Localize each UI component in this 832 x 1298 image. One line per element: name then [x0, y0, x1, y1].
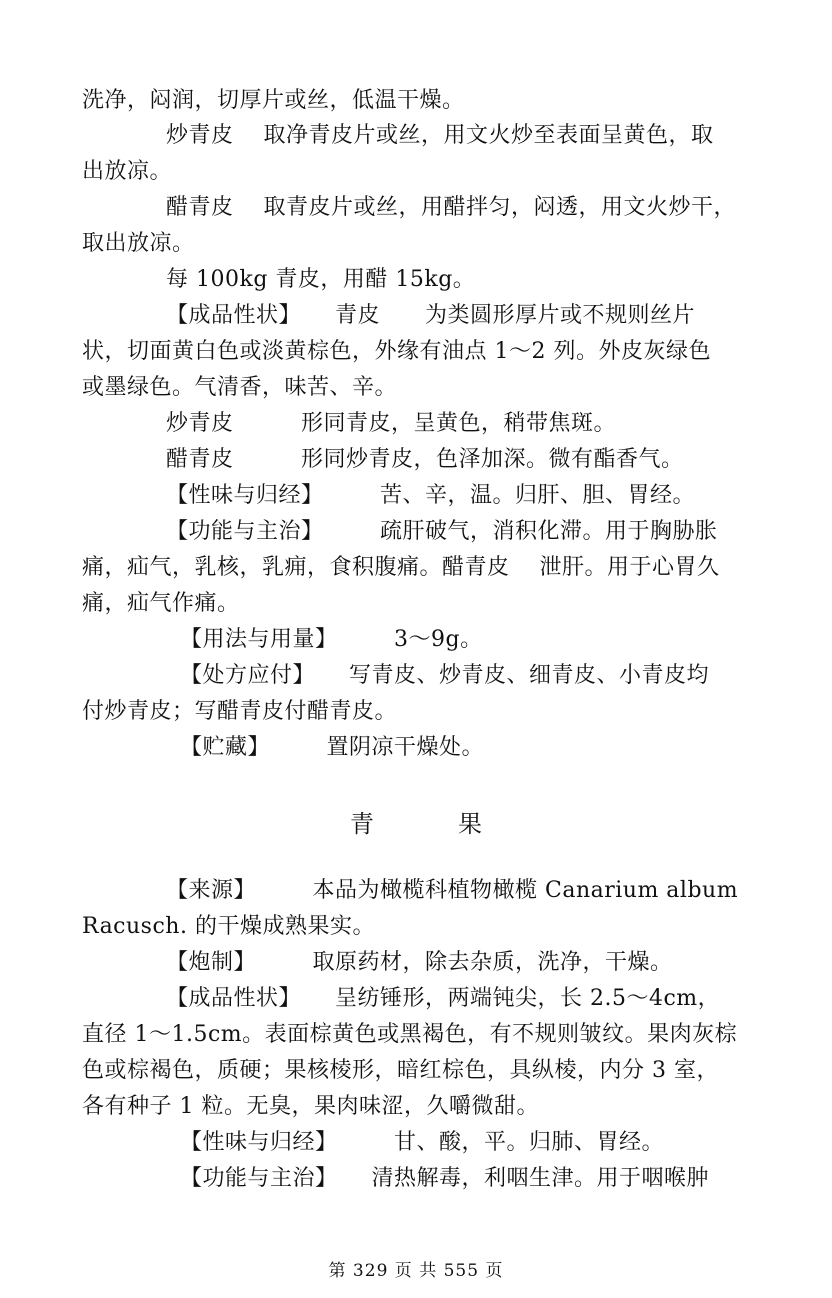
text-line: 直径 1～1.5cm。表面棕黄色或黑褐色，有不规则皱纹。果肉灰棕 [82, 1022, 738, 1047]
text-line: 状，切面黄白色或淡黄棕色，外缘有油点 1～2 列。外皮灰绿色 [82, 339, 711, 364]
text-line: 或墨绿色。气清香，味苦、辛。 [82, 375, 398, 400]
text-line: 痛，疝气作痛。 [82, 591, 240, 616]
text-line: 醋青皮 形同炒青皮，色泽加深。微有酯香气。 [166, 447, 684, 472]
text-line: 各有种子 1 粒。无臭，果肉味涩，久嚼微甜。 [82, 1094, 539, 1119]
text-line: 【炮制】 取原药材，除去杂质，洗净，干燥。 [166, 950, 673, 975]
text-line: 【处方应付】 写青皮、炒青皮、细青皮、小青皮均 [180, 663, 710, 688]
section-title: 青果 [350, 810, 566, 838]
text-line: 【来源】 本品为橄榄科植物橄榄 Canarium album [166, 878, 739, 903]
text-line: 【功能与主治】 疏肝破气，消积化滞。用于胸胁胀 [166, 519, 718, 544]
text-line: 痛，疝气，乳核，乳痈，食积腹痛。醋青皮 泄肝。用于心胃久 [82, 555, 720, 580]
page-footer: 第 329 页 共 555 页 [328, 1261, 504, 1281]
text-line: 【成品性状】 呈纺锤形，两端钝尖，长 2.5～4cm， [166, 986, 721, 1011]
text-line: 付炒青皮；写醋青皮付醋青皮。 [82, 699, 398, 724]
text-line: 醋青皮 取青皮片或丝，用醋拌匀，闷透，用文火炒干， [166, 195, 736, 220]
text-line: 炒青皮 取净青皮片或丝，用文火炒至表面呈黄色，取 [166, 123, 714, 148]
text-line: 出放凉。 [82, 159, 173, 184]
text-line: 【用法与用量】 3～9g。 [180, 627, 483, 652]
text-line: 每 100kg 青皮，用醋 15kg。 [166, 267, 476, 292]
text-line: 色或棕褐色，质硬；果核棱形，暗红棕色，具纵棱，内分 3 室， [82, 1058, 719, 1083]
text-line: 【功能与主治】 清热解毒，利咽生津。用于咽喉肿 [180, 1166, 710, 1191]
text-line: 【性味与归经】 苦、辛，温。归肝、胆、胃经。 [166, 483, 696, 508]
text-line: Racusch. 的干燥成熟果实。 [82, 914, 375, 939]
text-line: 【性味与归经】 甘、酸，平。归肺、胃经。 [180, 1130, 665, 1155]
text-line: 取出放凉。 [82, 231, 195, 256]
text-line: 【成品性状】 青皮 为类圆形厚片或不规则丝片 [166, 303, 696, 328]
text-line: 【贮藏】 置阴凉干燥处。 [180, 735, 485, 760]
text-line: 洗净，闷润，切厚片或丝，低温干燥。 [82, 88, 465, 113]
text-line: 炒青皮 形同青皮，呈黄色，稍带焦斑。 [166, 411, 617, 436]
